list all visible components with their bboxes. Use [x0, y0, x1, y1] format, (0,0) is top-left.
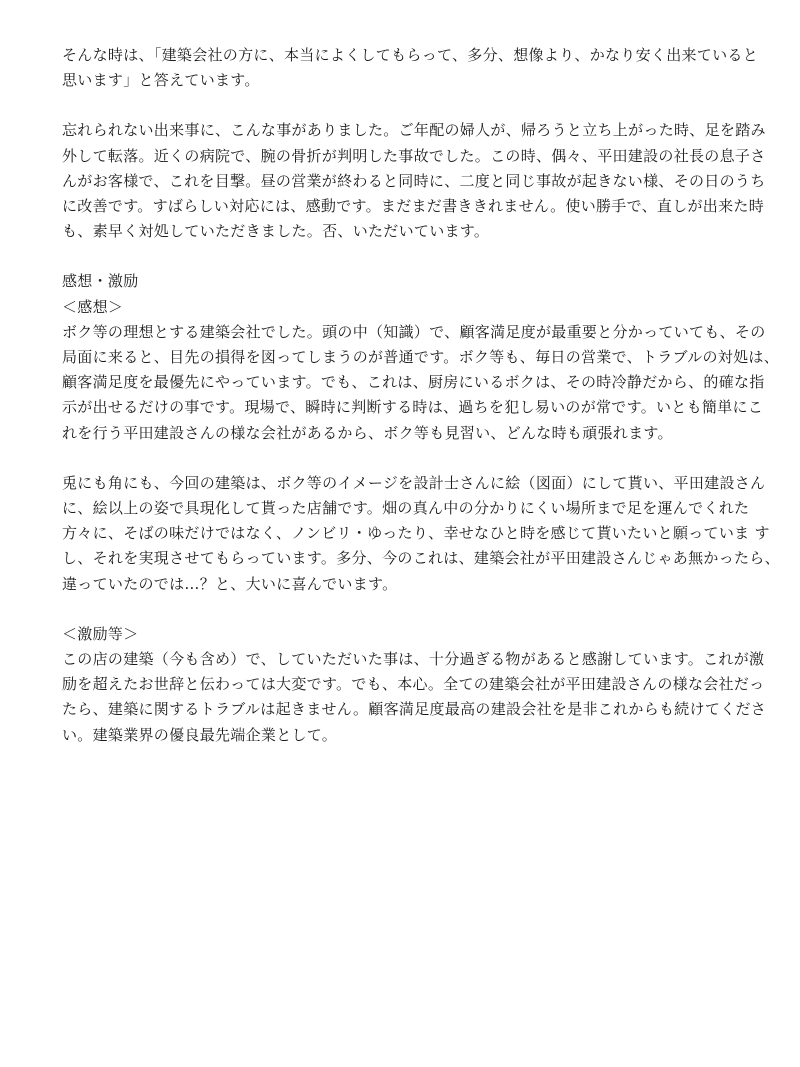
subsection-heading: ＜感想＞ [62, 297, 124, 316]
subsection-heading: ＜激励等＞ [62, 624, 139, 643]
paragraph-spacer [62, 446, 752, 471]
document-body [62, 43, 780, 748]
paragraph-encouragement [62, 622, 767, 748]
text-line: 違っていたのでは…？と、大いに喜んでいます。 [62, 574, 398, 593]
text-line: に、絵以上の姿で具現化して貰った店舗です。畑の真ん中の分かりにくい場所まで足を運んでくれた [62, 499, 750, 518]
text-line: 兎にも角にも、今回の建築は、ボク等のイメージを設計士さんに絵（図面）にして貰い、平田建設さん [62, 473, 766, 492]
paragraph-spacer [62, 93, 752, 118]
text-line: 局面に来ると、目先の損得を図ってしまうのが普通です。ボク等も、毎日の営業で、トラブルの対処は、 [62, 348, 780, 367]
text-line: い。建築業界の優良最先端企業として。 [62, 725, 338, 744]
text-line: そんな時は、「建築会社の方に、本当によくしてもらって、多分、想像より、かなり安く出来ていると [62, 46, 759, 64]
text-line: れを行う平田建設さんの様な会社があるから、ボク等も見習い、どんな時も頑張れます。 [62, 423, 673, 442]
text-line: 方々に、そばの味だけではなく、ノンビリ・ゆったり、幸せなひと時を感じて貰いたいと願っていま す [62, 524, 770, 543]
paragraph-building [62, 471, 780, 597]
text-line: 思います」と答えています。 [62, 71, 260, 90]
section-heading: 感想・激励 [62, 272, 139, 291]
text-line: も、素早く対処していただきました。否、いただいています。 [62, 222, 490, 241]
text-line: ボク等の理想とする建築会社でした。頭の中（知識）で、顧客満足度が最重要と分かっていても、その [62, 322, 766, 341]
paragraph-answer [62, 43, 759, 93]
text-line: たら、建築に関するトラブルは起きません。顧客満足度最高の建設会社を是非これからも続けてくださ [62, 700, 767, 719]
text-line: 示が出せるだけの事です。現場で、瞬時に判断する時は、過ちを犯し易いのが常です。いとも簡単にこ [62, 398, 764, 417]
text-line: 励を超えたお世辞と伝わっては大変です。でも、本心。全ての建築会社が平田建設さんの様な会社だっ [62, 675, 765, 694]
paragraph-spacer [62, 244, 752, 269]
paragraph-incident [62, 118, 766, 244]
text-line: に改善です。すばらしい対応には、感動です。まだまだ書ききれません。使い勝手で、直しが出来た時 [62, 197, 765, 216]
text-line: 外して転落。近くの病院で、腕の骨折が判明した事故でした。この時、偶々、平田建設の社長の息子さ [62, 146, 766, 165]
text-line: この店の建築（今も含め）で、していただいた事は、十分過ぎる物があると感謝しています。これが激 [62, 650, 765, 669]
text-line: 顧客満足度を最優先にやっています。でも、これは、厨房にいるボクは、その時冷静だから、的確な指 [62, 373, 765, 392]
text-line: 忘れられない出来事に、こんな事がありました。ご年配の婦人が、帰ろうと立ち上がった時、足を踏み [62, 121, 766, 140]
text-line: し、それを実現させてもらっています。多分、今のこれは、建築会社が平田建設さんじゃあ無かったら、 [62, 549, 780, 568]
paragraph-spacer [62, 597, 752, 622]
paragraph-impressions [62, 269, 780, 445]
text-line: んがお客様で、これを目撃。昼の営業が終わると同時に、二度と同じ事故が起きない様、その日のうち [62, 171, 766, 190]
